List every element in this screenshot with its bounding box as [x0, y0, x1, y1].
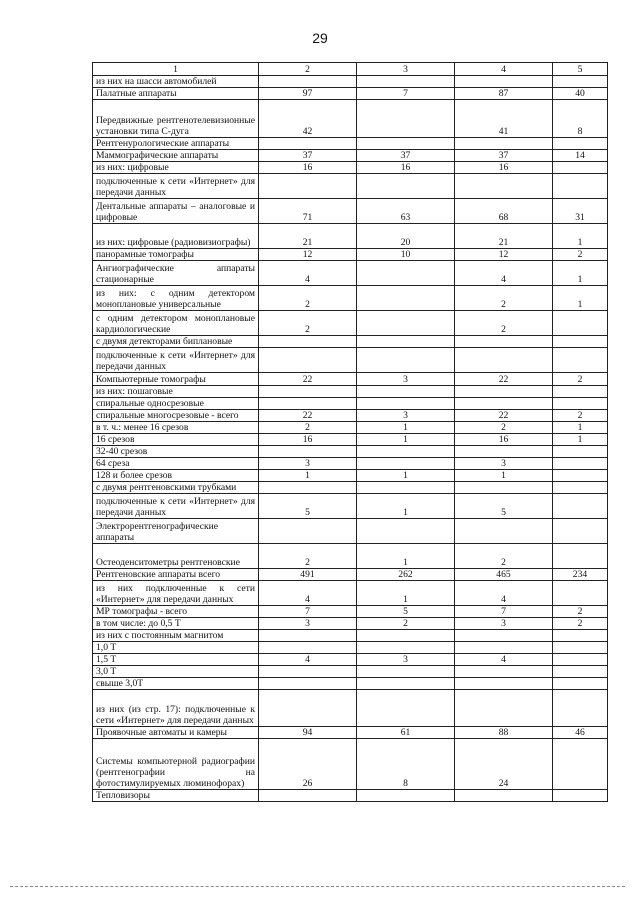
value-cell	[259, 482, 357, 494]
row-label: Компьютерные томографы	[93, 373, 259, 386]
value-cell	[455, 678, 553, 690]
value-cell: 5	[357, 606, 455, 618]
table-row	[93, 150, 608, 162]
value-cell	[455, 348, 553, 373]
value-cell: 1	[357, 544, 455, 569]
row-label: Тепловизоры	[93, 790, 259, 802]
table-row	[93, 224, 608, 249]
value-cell: 4	[455, 654, 553, 666]
value-cell	[259, 398, 357, 410]
value-cell: 3	[455, 458, 553, 470]
value-cell	[357, 348, 455, 373]
row-label: свыше 3,0Т	[93, 678, 259, 690]
table-row	[93, 790, 608, 802]
row-label: подключенные к сети «Интернет» для передачи данных	[93, 174, 259, 199]
value-cell	[259, 666, 357, 678]
value-cell	[357, 286, 455, 311]
value-cell: 16	[455, 162, 553, 174]
table-row	[93, 373, 608, 386]
value-cell	[455, 630, 553, 642]
row-label: из них: цифровые (радиовизиографы)	[93, 224, 259, 249]
table-row	[93, 544, 608, 569]
table-row	[93, 88, 608, 100]
value-cell	[455, 174, 553, 199]
value-cell	[553, 386, 608, 398]
table-row	[93, 261, 608, 286]
value-cell: 41	[455, 100, 553, 138]
value-cell: 1	[357, 581, 455, 606]
header-cell: 3	[357, 63, 455, 76]
value-cell	[553, 348, 608, 373]
value-cell: 7	[357, 88, 455, 100]
value-cell: 12	[455, 249, 553, 261]
value-cell: 2	[455, 311, 553, 336]
value-cell: 3	[357, 373, 455, 386]
value-cell: 10	[357, 249, 455, 261]
table-row	[93, 410, 608, 422]
page-number: 29	[312, 30, 328, 46]
value-cell: 16	[455, 434, 553, 446]
value-cell: 37	[357, 150, 455, 162]
row-label: из них (из стр. 17): подключенные к сети «Интернет» для передачи данных	[93, 690, 259, 727]
value-cell: 61	[357, 727, 455, 739]
table-row	[93, 739, 608, 790]
row-label: 128 и более срезов	[93, 470, 259, 482]
value-cell: 2	[259, 311, 357, 336]
header-cell: 4	[455, 63, 553, 76]
value-cell: 24	[455, 739, 553, 790]
value-cell: 42	[259, 100, 357, 138]
value-cell	[455, 76, 553, 88]
value-cell: 2	[259, 286, 357, 311]
value-cell	[259, 336, 357, 348]
value-cell	[455, 666, 553, 678]
row-label: 3,0 Т	[93, 666, 259, 678]
value-cell: 1	[553, 434, 608, 446]
value-cell: 262	[357, 569, 455, 581]
value-cell: 16	[259, 434, 357, 446]
row-label: спиральные односрезовые	[93, 398, 259, 410]
row-label: Проявочные автоматы и камеры	[93, 727, 259, 739]
table-row	[93, 76, 608, 88]
equipment-table	[92, 62, 608, 802]
value-cell	[553, 482, 608, 494]
value-cell	[553, 790, 608, 802]
value-cell: 8	[553, 100, 608, 138]
value-cell	[455, 482, 553, 494]
table-row	[93, 727, 608, 739]
value-cell	[553, 630, 608, 642]
value-cell: 87	[455, 88, 553, 100]
value-cell	[357, 482, 455, 494]
row-label: подключенные к сети «Интернет» для передачи данных	[93, 494, 259, 519]
value-cell: 37	[259, 150, 357, 162]
value-cell	[357, 336, 455, 348]
value-cell	[553, 138, 608, 150]
value-cell	[357, 261, 455, 286]
value-cell: 94	[259, 727, 357, 739]
value-cell: 2	[455, 422, 553, 434]
value-cell	[553, 336, 608, 348]
value-cell: 2	[259, 422, 357, 434]
row-label: Рентгенурологические аппараты	[93, 138, 259, 150]
value-cell	[357, 138, 455, 150]
value-cell	[553, 519, 608, 544]
value-cell: 2	[455, 286, 553, 311]
row-label: с двумя рентгеновскими трубками	[93, 482, 259, 494]
row-label: подключенные к сети «Интернет» для передачи данных	[93, 348, 259, 373]
table-row	[93, 569, 608, 581]
header-cell: 1	[93, 63, 259, 76]
value-cell	[259, 630, 357, 642]
table-row	[93, 470, 608, 482]
row-label: из них подключенные к сети «Интернет» для передачи данных	[93, 581, 259, 606]
value-cell	[357, 690, 455, 727]
value-cell	[357, 630, 455, 642]
value-cell: 1	[553, 224, 608, 249]
value-cell: 1	[553, 286, 608, 311]
table-row	[93, 494, 608, 519]
value-cell: 16	[259, 162, 357, 174]
table-row	[93, 618, 608, 630]
row-label: Системы компьютерной радиографии (рентгенографии на фотостимулируемых люминофорах)	[93, 739, 259, 790]
table-row	[93, 458, 608, 470]
value-cell	[357, 790, 455, 802]
value-cell	[357, 458, 455, 470]
value-cell	[357, 666, 455, 678]
header-row	[93, 63, 608, 76]
value-cell	[553, 162, 608, 174]
value-cell: 1	[259, 470, 357, 482]
row-label: Электрорентгенографические аппараты	[93, 519, 259, 544]
value-cell	[259, 138, 357, 150]
value-cell: 4	[259, 581, 357, 606]
value-cell	[259, 174, 357, 199]
value-cell: 1	[357, 434, 455, 446]
value-cell: 71	[259, 199, 357, 224]
footer-divider	[10, 886, 625, 887]
value-cell: 2	[553, 249, 608, 261]
value-cell	[455, 519, 553, 544]
value-cell	[455, 398, 553, 410]
value-cell: 1	[455, 470, 553, 482]
value-cell	[553, 544, 608, 569]
table-row	[93, 286, 608, 311]
value-cell: 7	[259, 606, 357, 618]
value-cell: 491	[259, 569, 357, 581]
row-label: спиральные многосрезовые - всего	[93, 410, 259, 422]
row-label: 32-40 срезов	[93, 446, 259, 458]
table-row	[93, 386, 608, 398]
value-cell: 88	[455, 727, 553, 739]
value-cell: 46	[553, 727, 608, 739]
table-row	[93, 398, 608, 410]
row-label: Палатные аппараты	[93, 88, 259, 100]
value-cell: 4	[259, 654, 357, 666]
value-cell: 22	[455, 410, 553, 422]
value-cell: 2	[553, 618, 608, 630]
row-label: Дентальные аппараты – аналоговые и цифровые	[93, 199, 259, 224]
row-label: из них: цифровые	[93, 162, 259, 174]
value-cell: 16	[357, 162, 455, 174]
value-cell: 2	[357, 618, 455, 630]
value-cell	[357, 311, 455, 336]
row-label: Ангиографические аппараты стационарные	[93, 261, 259, 286]
value-cell	[553, 654, 608, 666]
value-cell	[357, 76, 455, 88]
table-row	[93, 482, 608, 494]
value-cell	[259, 386, 357, 398]
value-cell: 21	[455, 224, 553, 249]
value-cell: 22	[259, 410, 357, 422]
value-cell: 3	[357, 410, 455, 422]
value-cell: 1	[553, 422, 608, 434]
value-cell: 4	[455, 581, 553, 606]
value-cell: 5	[259, 494, 357, 519]
row-label: из них: пошаговые	[93, 386, 259, 398]
table-row	[93, 100, 608, 138]
value-cell: 3	[259, 458, 357, 470]
header-cell: 5	[553, 63, 608, 76]
value-cell	[553, 739, 608, 790]
value-cell	[553, 581, 608, 606]
value-cell: 2	[553, 373, 608, 386]
table-row	[93, 422, 608, 434]
value-cell	[553, 398, 608, 410]
value-cell	[259, 790, 357, 802]
table-row	[93, 642, 608, 654]
value-cell: 14	[553, 150, 608, 162]
value-cell: 22	[455, 373, 553, 386]
value-cell	[553, 446, 608, 458]
value-cell	[357, 678, 455, 690]
value-cell	[455, 690, 553, 727]
value-cell: 4	[455, 261, 553, 286]
value-cell: 37	[455, 150, 553, 162]
table-row	[93, 311, 608, 336]
value-cell: 20	[357, 224, 455, 249]
row-label: МР томографы - всего	[93, 606, 259, 618]
value-cell	[259, 348, 357, 373]
value-cell	[553, 642, 608, 654]
value-cell	[357, 398, 455, 410]
table-row	[93, 249, 608, 261]
value-cell: 3	[455, 618, 553, 630]
value-cell: 22	[259, 373, 357, 386]
value-cell: 1	[553, 261, 608, 286]
table-row	[93, 654, 608, 666]
table-row	[93, 666, 608, 678]
value-cell: 5	[455, 494, 553, 519]
table-row	[93, 690, 608, 727]
row-label: с двумя детекторами биплановые	[93, 336, 259, 348]
value-cell	[553, 494, 608, 519]
value-cell: 26	[259, 739, 357, 790]
table-row	[93, 519, 608, 544]
table-row	[93, 630, 608, 642]
table-row	[93, 174, 608, 199]
value-cell	[259, 446, 357, 458]
row-label: панорамные томографы	[93, 249, 259, 261]
value-cell	[357, 100, 455, 138]
row-label: Маммографические аппараты	[93, 150, 259, 162]
value-cell	[455, 336, 553, 348]
value-cell: 31	[553, 199, 608, 224]
value-cell	[259, 519, 357, 544]
table-row	[93, 162, 608, 174]
value-cell: 21	[259, 224, 357, 249]
row-label: Остеоденситометры рентгеновские	[93, 544, 259, 569]
table-row	[93, 336, 608, 348]
value-cell: 12	[259, 249, 357, 261]
value-cell	[455, 642, 553, 654]
value-cell	[553, 174, 608, 199]
row-label: 16 срезов	[93, 434, 259, 446]
row-label: Передвижные рентгенотелевизионные установки типа С-дуга	[93, 100, 259, 138]
value-cell: 2	[455, 544, 553, 569]
value-cell	[553, 76, 608, 88]
value-cell	[357, 446, 455, 458]
value-cell	[553, 470, 608, 482]
value-cell: 40	[553, 88, 608, 100]
value-cell	[553, 666, 608, 678]
table-row	[93, 434, 608, 446]
table-row	[93, 678, 608, 690]
row-label: 64 среза	[93, 458, 259, 470]
row-label: 1,5 Т	[93, 654, 259, 666]
table-row	[93, 581, 608, 606]
value-cell: 68	[455, 199, 553, 224]
value-cell	[455, 138, 553, 150]
value-cell	[553, 678, 608, 690]
table-row	[93, 199, 608, 224]
value-cell	[357, 174, 455, 199]
table-row	[93, 138, 608, 150]
value-cell: 7	[455, 606, 553, 618]
row-label: в т. ч.: менее 16 срезов	[93, 422, 259, 434]
value-cell: 8	[357, 739, 455, 790]
value-cell: 1	[357, 470, 455, 482]
table-row	[93, 348, 608, 373]
value-cell: 2	[259, 544, 357, 569]
value-cell	[259, 642, 357, 654]
value-cell	[357, 519, 455, 544]
row-label: из них: с одним детектором моноплановые универсальные	[93, 286, 259, 311]
value-cell	[455, 446, 553, 458]
value-cell	[553, 311, 608, 336]
value-cell: 234	[553, 569, 608, 581]
value-cell: 465	[455, 569, 553, 581]
value-cell: 4	[259, 261, 357, 286]
table-row	[93, 606, 608, 618]
row-label: в том числе: до 0,5 Т	[93, 618, 259, 630]
value-cell: 2	[553, 606, 608, 618]
row-label: Рентгеновские аппараты всего	[93, 569, 259, 581]
row-label: 1,0 Т	[93, 642, 259, 654]
table-row	[93, 446, 608, 458]
value-cell	[455, 790, 553, 802]
value-cell	[259, 678, 357, 690]
value-cell: 97	[259, 88, 357, 100]
header-cell: 2	[259, 63, 357, 76]
value-cell	[259, 690, 357, 727]
value-cell	[553, 690, 608, 727]
value-cell: 2	[553, 410, 608, 422]
value-cell: 3	[259, 618, 357, 630]
value-cell: 3	[357, 654, 455, 666]
value-cell: 1	[357, 494, 455, 519]
row-label: с одним детектором моноплановые кардиологические	[93, 311, 259, 336]
value-cell: 1	[357, 422, 455, 434]
value-cell	[259, 76, 357, 88]
row-label: из них на шасси автомобилей	[93, 76, 259, 88]
value-cell	[455, 386, 553, 398]
value-cell	[357, 642, 455, 654]
row-label: из них с постоянным магнитом	[93, 630, 259, 642]
value-cell	[357, 386, 455, 398]
value-cell: 63	[357, 199, 455, 224]
value-cell	[553, 458, 608, 470]
